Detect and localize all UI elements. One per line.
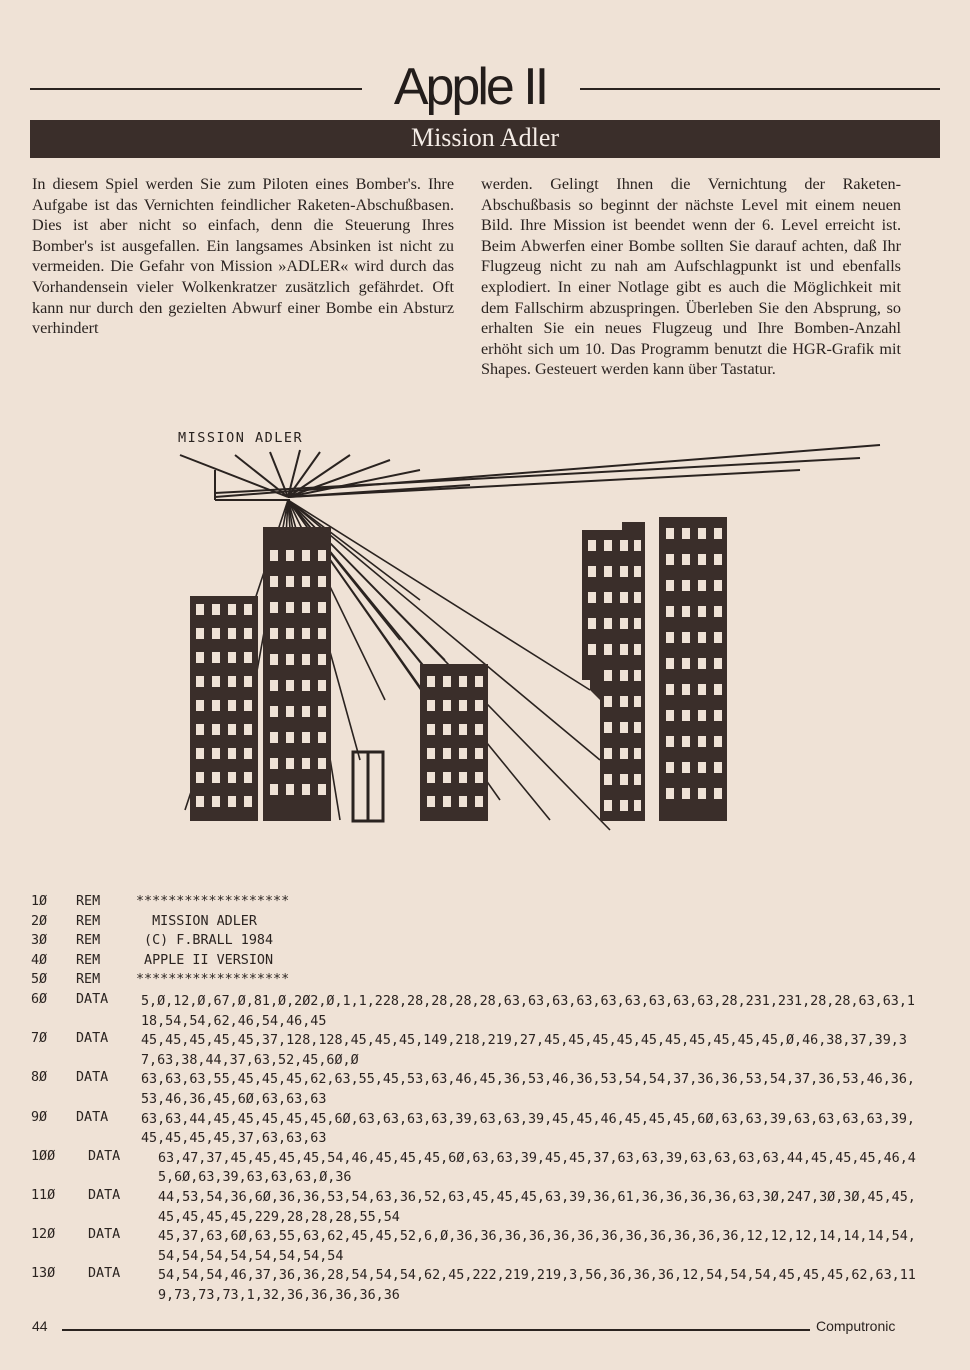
line-number: 2Ø: [31, 913, 48, 929]
keyword: DATA: [88, 1227, 121, 1243]
keyword: REM: [76, 972, 101, 988]
keyword: DATA: [88, 1266, 121, 1282]
line-number: 6Ø: [31, 991, 48, 1007]
line-text: 63,47,37,45,45,45,45,54,46,45,45,45,6Ø,63,63,39,45,45,37,63,63,39,63,63,63,63,44,45,45,45,46,45,6Ø,63,39,63,63,63,Ø,36: [158, 1150, 916, 1186]
skyscraper-2: [263, 527, 331, 821]
listing-line: [31, 1188, 931, 1227]
listing-line: [31, 1110, 931, 1149]
line-number: 12Ø: [31, 1227, 56, 1243]
listing-line: [31, 1227, 931, 1266]
listing-line: [31, 1070, 931, 1109]
listing-line: [31, 894, 931, 914]
line-text: *******************: [136, 972, 290, 988]
footer-rule: [62, 1329, 810, 1331]
paragraph-left: In diesem Spiel werden Sie zum Piloten eines Bomber's. Ihre Aufgabe ist das Vernichten feindlicher Raketen-Abschußbasen. Dies ist aber nicht so einfach, denn die Steuerung Ihres Bomber's ist ausgefallen. Ein langsames Absinken ist nicht zu vermeiden. Die Gefahr von Mission »ADLER« wird durch das Vorhandensein vieler Wolkenkratzer zusätzlich gefährdet. Oft kann nur durch den gezielten Abwurf einer Bombe ein Absturz verhindert: [32, 175, 454, 338]
line-text: 45,45,45,45,45,37,128,128,45,45,45,149,218,219,27,45,45,45,45,45,45,45,45,45,45,Ø,46,38,37,39,37,63,38,44,37,63,52,45,6Ø,Ø: [141, 1033, 907, 1068]
keyword: DATA: [88, 1187, 121, 1203]
keyword: DATA: [76, 1070, 109, 1086]
line-text: 5,Ø,12,Ø,67,Ø,81,Ø,2Ø2,Ø,1,1,228,28,28,28,28,63,63,63,63,63,63,63,63,63,28,231,231,28,28,63,63,118,54,54,62,46,54,46,45: [141, 993, 915, 1029]
listing-line: [31, 1031, 931, 1070]
basic-listing: [31, 894, 931, 1305]
keyword: DATA: [88, 1148, 121, 1164]
listing-line: [31, 972, 931, 992]
listing-line: [31, 914, 931, 934]
line-text: 45,37,63,6Ø,63,55,63,62,45,45,52,6,Ø,36,36,36,36,36,36,36,36,36,36,36,36,12,12,12,14,14,14,54,54,54,54,54,54,54,54,54: [158, 1229, 916, 1264]
listing-line: [31, 953, 931, 973]
publisher-name: Computronic: [816, 1318, 896, 1334]
line-number: 1Ø: [31, 894, 48, 909]
line-text: 44,53,54,36,6Ø,36,36,53,54,63,36,52,63,45,45,45,63,39,36,61,36,36,36,36,63,3Ø,247,3Ø,3Ø,45,45,45,45,45,45,229,28,28,28,55,54: [158, 1189, 916, 1225]
line-number: 11Ø: [31, 1187, 56, 1203]
line-number: 5Ø: [31, 972, 48, 988]
keyword: DATA: [76, 1031, 109, 1047]
line-text: APPLE II VERSION: [136, 952, 274, 968]
line-text: 63,63,44,45,45,45,45,45,6Ø,63,63,63,63,39,63,63,39,45,45,46,45,45,45,6Ø,63,63,39,63,63,63,63,39,45,45,45,45,37,63,63,63: [141, 1111, 915, 1147]
keyword: DATA: [76, 991, 109, 1007]
keyword: REM: [76, 952, 101, 968]
aircraft-lines: [180, 445, 880, 500]
paragraph-right: werden. Gelingt Ihnen die Vernichtung der Raketen-Abschußbasis so beginnt der nächste Level mit einem neuen Bild. Ihre Mission ist beendet wenn der 6. Level erreicht ist. Beim Abwerfen einer Bombe sollten Sie darauf achten, daß Ihr Flugzeug nicht zu nah am Aufschlagpunkt ist und ebenfalls explodiert. In einer Notlage gibt es auch die Möglichkeit mit dem Fallschirm abzuspringen. Überleben Sie den Absprung, so erhalten Sie ein neues Flugzeug und Ihre Bomben-Anzahl erhöht sich um 10. Das Programm benutzt die HGR-Grafik mit Shapes. Gesteuert werden kann über Tastatur.: [481, 175, 901, 379]
listing-line: [31, 933, 931, 953]
listing-line: [31, 992, 931, 1031]
line-text: 54,54,54,46,37,36,36,28,54,54,54,62,45,222,219,219,3,56,36,36,36,12,54,54,54,45,45,45,62,63,119,73,73,73,1,32,36,36,36,36,36: [158, 1268, 916, 1303]
line-number: 4Ø: [31, 952, 48, 968]
listing-line: [31, 1149, 931, 1188]
line-text: *******************: [136, 894, 290, 909]
keyword: REM: [76, 913, 101, 929]
line-text: 63,63,63,55,45,45,45,62,63,55,45,53,63,46,45,36,53,46,36,53,54,54,37,36,36,53,54,37,36,53,46,36,53,46,36,45,6Ø,63,63,63: [141, 1072, 915, 1107]
line-text: MISSION ADLER: [136, 913, 257, 929]
line-number: 1ØØ: [31, 1148, 56, 1164]
line-number: 7Ø: [31, 1031, 48, 1047]
line-number: 8Ø: [31, 1070, 48, 1086]
line-number: 3Ø: [31, 933, 48, 949]
page-number: 44: [32, 1318, 48, 1334]
brand-title: Apple II: [393, 58, 547, 116]
listing-line: [31, 1266, 931, 1305]
line-number: 13Ø: [31, 1266, 56, 1282]
line-number: 9Ø: [31, 1109, 48, 1125]
article-title: Mission Adler: [410, 123, 560, 152]
keyword: REM: [76, 933, 101, 949]
keyword: REM: [76, 894, 101, 909]
line-text: (C) F.BRALL 1984: [136, 933, 274, 949]
keyword: DATA: [76, 1109, 109, 1125]
screenshot-title: MISSION ADLER: [178, 430, 304, 446]
